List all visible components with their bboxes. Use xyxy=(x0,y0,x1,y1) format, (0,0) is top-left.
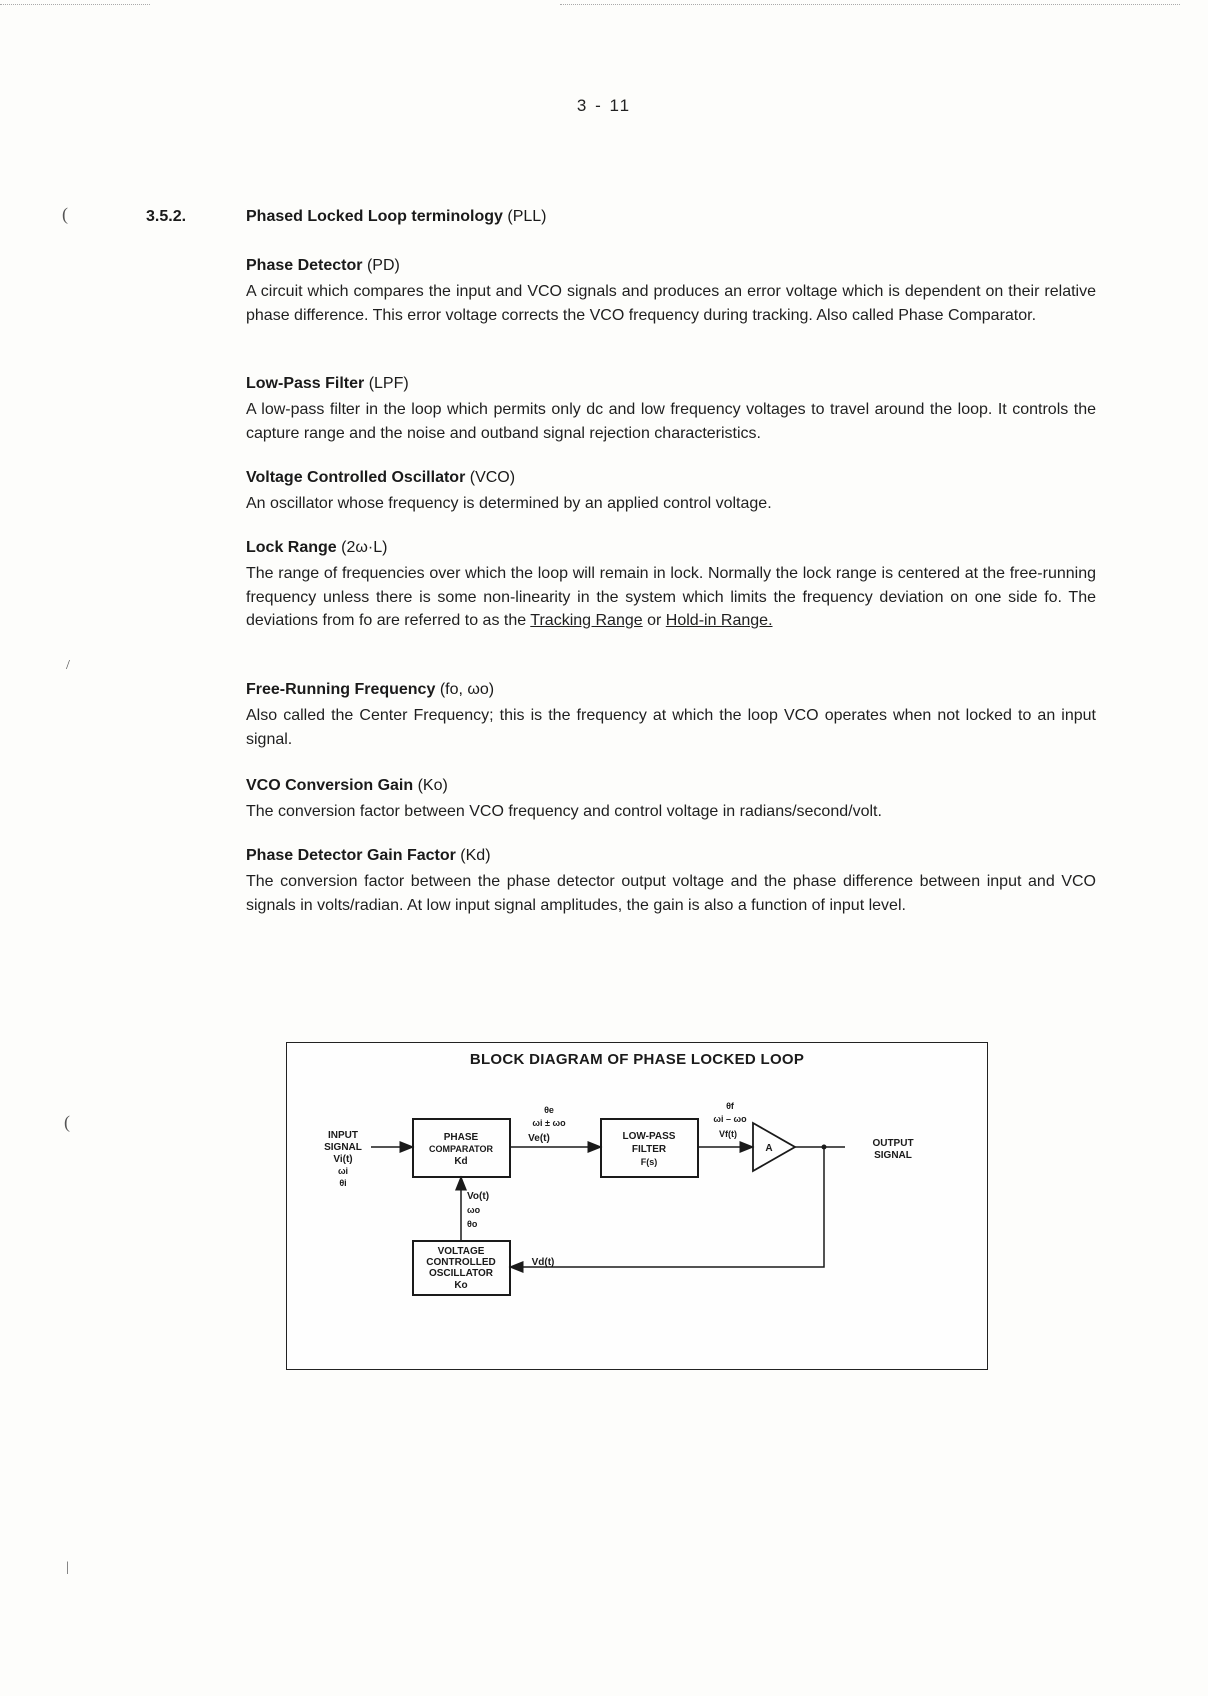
term-free-running-frequency xyxy=(246,680,1096,751)
margin-mark: / xyxy=(66,658,70,673)
vco-label-2: CONTROLLED xyxy=(426,1257,496,1268)
scan-artifact-line xyxy=(560,4,1180,6)
phase-comparator-gain: Kd xyxy=(454,1156,468,1167)
input-label-2: SIGNAL xyxy=(324,1142,362,1153)
section-title xyxy=(246,208,547,226)
term-body: The conversion factor between the phase detector output voltage and the phase difference between input and VCO signals in volts/radian. At low input signal amplitudes, the gain is also a function of input level. xyxy=(246,873,1096,914)
feedback-path xyxy=(510,1147,824,1267)
term-body: An oscillator whose frequency is determined by an applied control voltage. xyxy=(246,495,772,512)
comparator-voltage-label: Ve(t) xyxy=(528,1133,550,1144)
term-heading-abbr: (LPF) xyxy=(368,375,409,392)
term-heading-text: Phase Detector Gain Factor xyxy=(246,847,456,864)
term-heading-abbr: (VCO) xyxy=(469,469,516,486)
term-heading xyxy=(246,256,1096,276)
term-body: A circuit which compares the input and VCO signals and produces an error voltage which is dependent on their relative phase difference. This error voltage corrects the VCO frequency during tracking. Also called Phase Comparator. xyxy=(246,283,1096,324)
margin-mark: | xyxy=(66,1560,69,1575)
term-body-text: The range of frequencies over which the loop will remain in lock. Normally the lock range is centered at the free-running frequency unless there is some non-linearity in the system which limits the frequency deviation on one side fo. The deviations from fo are referred to as the xyxy=(246,565,1096,629)
vco-label-1: VOLTAGE xyxy=(437,1246,485,1257)
term-heading-abbr: (fo, ωo) xyxy=(439,681,495,698)
margin-mark: ( xyxy=(62,204,68,224)
term-heading-abbr: (PD) xyxy=(366,257,400,274)
diagram-title: BLOCK DIAGRAM OF PHASE LOCKED LOOP xyxy=(469,1051,805,1068)
vco-omega-label: ωo xyxy=(467,1205,481,1215)
term-heading xyxy=(246,374,1096,394)
term-body-text: or xyxy=(642,612,666,629)
term-phase-detector-gain xyxy=(246,846,1096,917)
section-title-text: Phased Locked Loop terminology xyxy=(246,208,503,225)
comparator-theta-label: θe xyxy=(544,1105,554,1115)
vco-theta-label: θo xyxy=(467,1219,478,1229)
filter-theta-label: θf xyxy=(726,1101,734,1111)
phase-comparator-label-2: COMPARATOR xyxy=(429,1144,493,1154)
low-pass-label-1: LOW-PASS xyxy=(622,1131,676,1142)
term-vco xyxy=(246,468,1096,516)
term-body: A low-pass filter in the loop which permits only dc and low frequency voltages to travel around the loop. It controls the capture range and the noise and outband signal rejection characteristics. xyxy=(246,401,1096,442)
comparator-omega-label: ωi ± ωo xyxy=(532,1118,566,1128)
term-heading-text: Lock Range xyxy=(246,539,337,556)
term-heading-text: Low-Pass Filter xyxy=(246,375,365,392)
section-number: 3.5.2. xyxy=(146,208,187,225)
term-heading-text: VCO Conversion Gain xyxy=(246,777,414,794)
input-theta-label: θi xyxy=(339,1178,347,1188)
term-vco-conversion-gain xyxy=(246,776,1096,824)
output-label-1: OUTPUT xyxy=(872,1138,914,1149)
vco-gain: Ko xyxy=(454,1280,468,1291)
output-label-2: SIGNAL xyxy=(874,1150,912,1161)
low-pass-label-2: FILTER xyxy=(631,1144,667,1155)
filter-voltage-label: Vf(t) xyxy=(719,1129,737,1139)
term-body: Also called the Center Frequency; this is the frequency at which the loop VCO operates when not locked to an input signal. xyxy=(246,707,1096,748)
amplifier-block xyxy=(753,1123,795,1171)
section-title-abbr: (PLL) xyxy=(507,208,547,225)
pll-block-diagram xyxy=(286,1042,988,1370)
term-heading xyxy=(246,538,1096,558)
term-lock-range xyxy=(246,538,1096,633)
term-body: The conversion factor between VCO frequency and control voltage in radians/second/volt. xyxy=(246,803,882,820)
term-heading xyxy=(246,846,1096,866)
input-omega-label: ωi xyxy=(337,1166,349,1176)
term-body xyxy=(246,562,1096,633)
term-heading xyxy=(246,776,1096,796)
low-pass-transfer-fn: F(s) xyxy=(640,1157,658,1167)
vco-voltage-label: Vo(t) xyxy=(467,1191,490,1202)
term-phase-detector xyxy=(246,256,1096,327)
term-low-pass-filter xyxy=(246,374,1096,445)
term-heading-text: Phase Detector xyxy=(246,257,363,274)
term-heading-text: Voltage Controlled Oscillator xyxy=(246,469,466,486)
term-heading-abbr: (Ko) xyxy=(417,777,448,794)
term-heading xyxy=(246,680,1096,700)
vco-input-voltage-label: Vd(t) xyxy=(531,1257,555,1268)
term-heading xyxy=(246,468,1096,488)
scan-artifact-line xyxy=(0,4,150,6)
phase-comparator-label-1: PHASE xyxy=(443,1132,479,1143)
term-heading-abbr: (2ω·L) xyxy=(341,539,388,556)
term-heading-abbr: (Kd) xyxy=(460,847,491,864)
amplifier-label: A xyxy=(765,1143,773,1154)
input-label-1: INPUT xyxy=(328,1130,358,1141)
tracking-range-term: Tracking Range xyxy=(530,612,643,629)
input-voltage-label: Vi(t) xyxy=(333,1154,353,1165)
diagram-svg xyxy=(287,1043,987,1369)
page-number: 3 - 11 xyxy=(576,96,632,115)
term-heading-text: Free-Running Frequency xyxy=(246,681,436,698)
hold-in-range-term: Hold-in Range. xyxy=(665,612,773,629)
margin-mark: ( xyxy=(64,1112,70,1132)
vco-label-3: OSCILLATOR xyxy=(428,1268,494,1279)
filter-omega-label: ωi – ωo xyxy=(713,1114,747,1124)
